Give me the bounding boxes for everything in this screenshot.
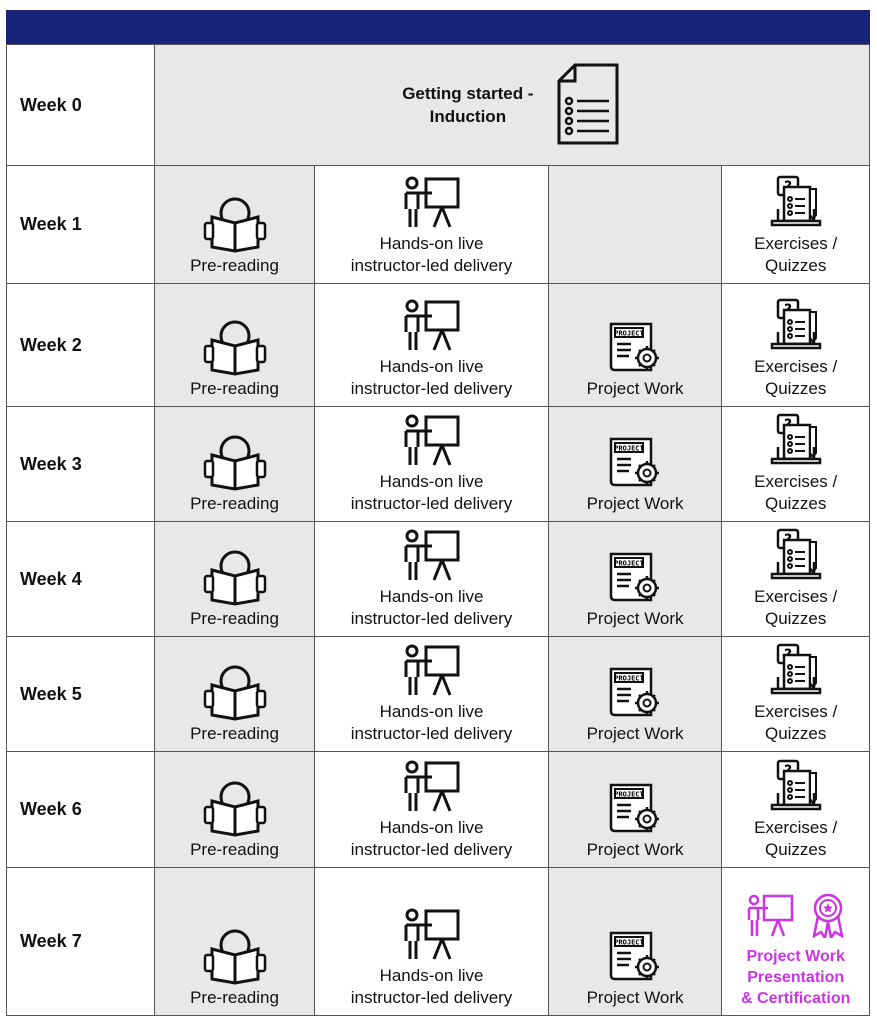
instructor-board-icon xyxy=(402,643,462,699)
pre-reading-label: Pre-reading xyxy=(190,988,279,1007)
week-label: Week 6 xyxy=(20,799,82,819)
table-row-week-2 xyxy=(7,283,869,406)
pre-reading-cell xyxy=(154,407,315,521)
project-scroll-gear-icon xyxy=(605,929,665,985)
project-work-label: Project Work xyxy=(586,840,684,859)
live-delivery-label-2: instructor-led delivery xyxy=(350,609,513,628)
live-delivery-label-2: instructor-led delivery xyxy=(350,840,513,859)
week-label: Week 7 xyxy=(20,931,82,951)
induction-cell xyxy=(154,45,869,165)
award-ribbon-icon xyxy=(810,892,846,938)
quiz-laptop-icon xyxy=(770,175,822,231)
reading-person-icon xyxy=(202,779,268,837)
quiz-laptop-icon xyxy=(770,528,822,584)
pre-reading-cell xyxy=(154,752,315,867)
reading-person-icon xyxy=(202,548,268,606)
project-work-cell xyxy=(548,868,722,1015)
table-row-week-0 xyxy=(7,44,869,165)
project-work-cell xyxy=(548,637,722,751)
project-work-label: Project Work xyxy=(586,724,684,743)
induction-line-1: Getting started - xyxy=(402,84,534,103)
project-scroll-gear-icon xyxy=(605,320,665,376)
project-scroll-gear-icon xyxy=(605,781,665,837)
project-work-label: Project Work xyxy=(586,379,684,398)
live-delivery-label-1: Hands-on live xyxy=(379,818,484,837)
pre-reading-cell xyxy=(154,166,315,283)
empty-cell xyxy=(548,166,722,283)
document-list-icon xyxy=(555,63,621,145)
svg-text:PROJECT: PROJECT xyxy=(614,790,644,799)
week-label: Week 2 xyxy=(20,334,82,355)
reading-person-icon xyxy=(202,195,268,253)
pre-reading-label: Pre-reading xyxy=(190,256,279,275)
final-icons xyxy=(746,892,846,940)
project-work-cell xyxy=(548,284,722,406)
project-work-cell xyxy=(548,522,722,636)
quiz-laptop-icon xyxy=(770,643,822,699)
project-work-label: Project Work xyxy=(586,494,684,513)
instructor-board-icon xyxy=(402,413,462,469)
table-row-week-6 xyxy=(7,751,869,867)
final-presentation-cell xyxy=(721,868,869,1015)
svg-text:PROJECT: PROJECT xyxy=(614,938,644,947)
project-scroll-gear-icon xyxy=(605,435,665,491)
exercises-cell xyxy=(721,407,869,521)
instructor-board-icon xyxy=(402,759,462,815)
pre-reading-label: Pre-reading xyxy=(190,494,279,513)
final-label-1: Project Work xyxy=(746,948,845,965)
exercises-label-2: Quizzes xyxy=(764,379,827,398)
pre-reading-cell xyxy=(154,637,315,751)
svg-text:PROJECT: PROJECT xyxy=(614,674,644,683)
week-label: Week 4 xyxy=(20,568,82,589)
pre-reading-cell xyxy=(154,284,315,406)
pre-reading-cell xyxy=(154,522,315,636)
pre-reading-cell xyxy=(154,868,315,1015)
exercises-label-1: Exercises / xyxy=(754,587,838,606)
pre-reading-label: Pre-reading xyxy=(190,609,279,628)
week-label: Week 0 xyxy=(20,94,82,115)
exercises-label-2: Quizzes xyxy=(764,494,827,513)
live-delivery-label-1: Hands-on live xyxy=(379,357,484,376)
exercises-label-2: Quizzes xyxy=(764,609,827,628)
exercises-label-1: Exercises / xyxy=(754,234,838,253)
table-row-week-3 xyxy=(7,406,869,521)
project-scroll-gear-icon xyxy=(605,665,665,721)
table-row-week-1 xyxy=(7,165,869,283)
quiz-laptop-icon xyxy=(770,759,822,815)
live-delivery-cell xyxy=(314,407,547,521)
exercises-label-2: Quizzes xyxy=(764,840,827,859)
exercises-label-1: Exercises / xyxy=(754,702,838,721)
live-delivery-cell xyxy=(314,166,547,283)
project-scroll-gear-icon xyxy=(605,550,665,606)
week-label: Week 3 xyxy=(20,453,82,474)
week-label: Week 5 xyxy=(20,683,82,704)
project-work-cell xyxy=(548,752,722,867)
live-delivery-cell xyxy=(314,522,547,636)
presentation-icon xyxy=(746,892,796,938)
exercises-cell xyxy=(721,522,869,636)
live-delivery-label-2: instructor-led delivery xyxy=(350,494,513,513)
live-delivery-label-1: Hands-on live xyxy=(379,966,484,985)
exercises-cell xyxy=(721,637,869,751)
reading-person-icon xyxy=(202,433,268,491)
live-delivery-label-1: Hands-on live xyxy=(379,234,484,253)
schedule-table xyxy=(6,44,870,1016)
live-delivery-label-1: Hands-on live xyxy=(379,702,484,721)
final-label-2: Presentation xyxy=(747,969,845,986)
reading-person-icon xyxy=(202,663,268,721)
pre-reading-label: Pre-reading xyxy=(190,840,279,859)
live-delivery-label-2: instructor-led delivery xyxy=(350,724,513,743)
exercises-label-2: Quizzes xyxy=(764,256,827,275)
quiz-laptop-icon xyxy=(770,298,822,354)
pre-reading-label: Pre-reading xyxy=(190,724,279,743)
exercises-label-1: Exercises / xyxy=(754,472,838,491)
project-work-cell xyxy=(548,407,722,521)
quiz-laptop-icon xyxy=(770,413,822,469)
exercises-label-1: Exercises / xyxy=(754,357,838,376)
svg-text:PROJECT: PROJECT xyxy=(614,329,644,338)
live-delivery-cell xyxy=(314,752,547,867)
project-work-label: Project Work xyxy=(586,609,684,628)
instructor-board-icon xyxy=(402,298,462,354)
live-delivery-label-2: instructor-led delivery xyxy=(350,988,513,1007)
instructor-board-icon xyxy=(402,175,462,231)
induction-text xyxy=(402,82,533,128)
table-row-week-4 xyxy=(7,521,869,636)
instructor-board-icon xyxy=(402,528,462,584)
svg-text:PROJECT: PROJECT xyxy=(614,444,644,453)
exercises-label-2: Quizzes xyxy=(764,724,827,743)
final-label-3: & Certification xyxy=(741,990,851,1007)
reading-person-icon xyxy=(202,318,268,376)
svg-text:PROJECT: PROJECT xyxy=(614,559,644,568)
exercises-label-1: Exercises / xyxy=(754,818,838,837)
live-delivery-label-1: Hands-on live xyxy=(379,472,484,491)
exercises-cell xyxy=(721,284,869,406)
live-delivery-label-1: Hands-on live xyxy=(379,587,484,606)
induction-line-2: Induction xyxy=(429,107,507,126)
live-delivery-label-2: instructor-led delivery xyxy=(350,379,513,398)
exercises-cell xyxy=(721,166,869,283)
live-delivery-cell xyxy=(314,284,547,406)
week-label: Week 1 xyxy=(20,214,82,234)
table-row-week-5 xyxy=(7,636,869,751)
live-delivery-cell xyxy=(314,868,547,1015)
reading-person-icon xyxy=(202,927,268,985)
live-delivery-cell xyxy=(314,637,547,751)
header-bar xyxy=(6,10,870,44)
project-work-label: Project Work xyxy=(586,988,684,1007)
table-row-week-7 xyxy=(7,867,869,1015)
live-delivery-label-2: instructor-led delivery xyxy=(350,256,513,275)
pre-reading-label: Pre-reading xyxy=(190,379,279,398)
instructor-board-icon xyxy=(402,907,462,963)
exercises-cell xyxy=(721,752,869,867)
